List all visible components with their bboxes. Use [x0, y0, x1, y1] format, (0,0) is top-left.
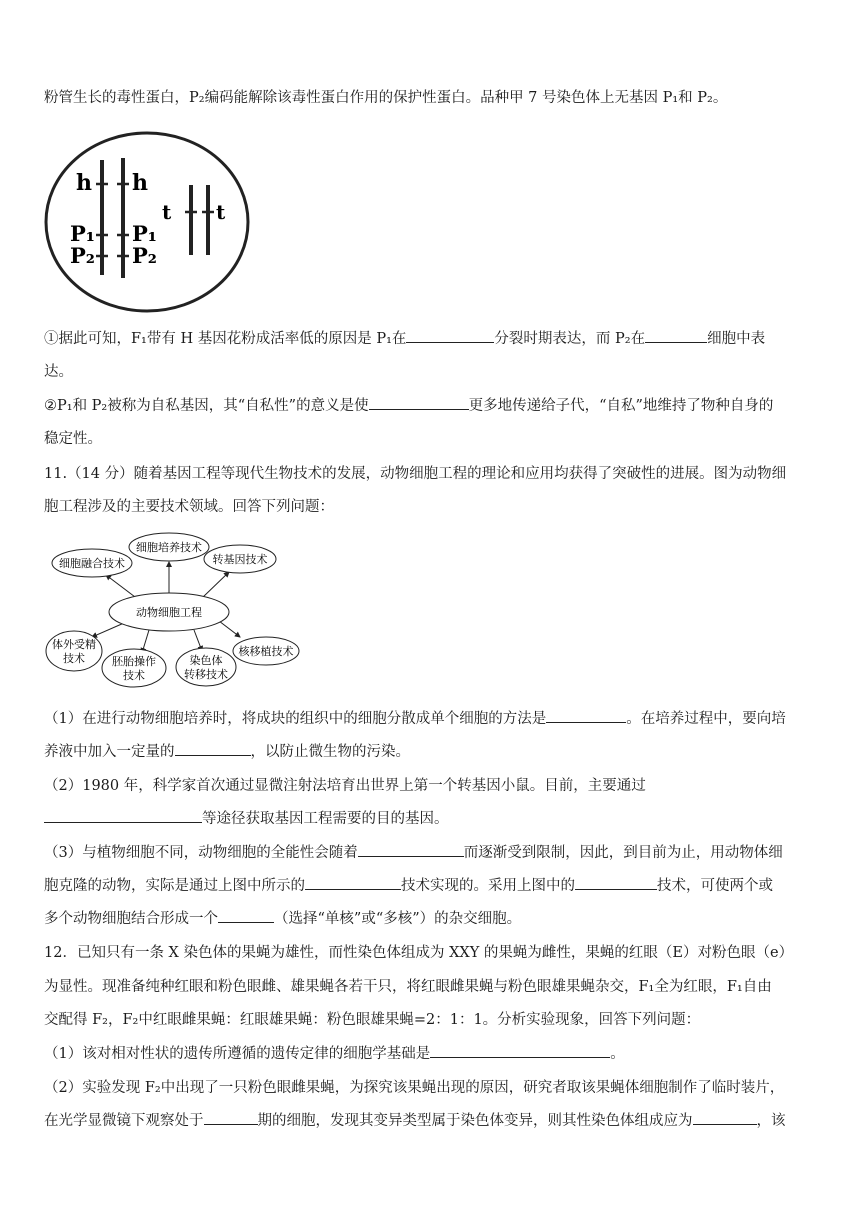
question-11-1: （1）在进行动物细胞培养时，将成块的组织中的细胞分散成单个细胞的方法是 。在培养过程中，要向培 [44, 708, 786, 730]
question-11-3-cont: 胞克隆的动物，实际是通过上图中所示的 技术实现的。采用上图中的 技术，可使两个或 [44, 875, 773, 897]
question-11-stem-cont: 胞工程涉及的主要技术领域。回答下列问题： [44, 499, 334, 515]
concept-map-figure [44, 525, 304, 694]
question-12-stem-cont: 为显性。现准备纯种红眼和粉色眼雌、雄果蝇各若干只，将红眼雌果蝇与粉色眼雄果蝇杂交，F₁全为红眼，F₁自由 [44, 979, 772, 995]
question-12-1: （1）该对相对性状的遗传所遵循的遗传定律的细胞学基础是 。 [44, 1043, 625, 1065]
question-12-2: （2）实验发现 F₂中出现了一只粉色眼雌果蝇，为探究该果蝇出现的原因，研究者取该果蝇体细胞制作了临时装片， [44, 1080, 785, 1096]
svg-text:转移技术: 转移技术 [184, 668, 228, 681]
gene-label-t-right: t [216, 200, 226, 224]
node-center-label: 动物细胞工程 [136, 606, 202, 619]
question-11-3-cont2: 多个动物细胞结合形成一个 （选择“单核”或“多核”）的杂交细胞。 [44, 908, 521, 930]
svg-text:技术: 技术 [63, 652, 85, 665]
gene-label-h-right: h [132, 170, 148, 196]
answer-blank[interactable] [369, 395, 469, 410]
answer-blank[interactable] [430, 1043, 610, 1058]
question-12-stem-cont2: 交配得 F₂，F₂中红眼雌果蝇：红眼雄果蝇：粉色眼雄果蝇=2：1：1。分析实验现象，回答下列问题： [44, 1012, 701, 1028]
svg-text:核移植技术: 核移植技术 [238, 645, 294, 658]
svg-text:染色体: 染色体 [189, 654, 223, 667]
gene-label-p1-right: P₁ [132, 221, 157, 246]
answer-blank[interactable] [44, 808, 202, 823]
gene-label-p2-right: P₂ [132, 243, 157, 268]
gene-label-p2-left: P₂ [70, 243, 95, 268]
question-11-1-cont: 养液中加入一定量的 ，以防止微生物的污染。 [44, 741, 410, 763]
question-10-2: ②P₁和 P₂被称为自私基因，其“自私性”的意义是使 更多地传递给子代，“自私”地维持了物种自身的 [44, 395, 773, 417]
svg-text:胚胎操作: 胚胎操作 [112, 655, 156, 668]
gene-label-t-left: t [162, 200, 172, 224]
chromosome-figure [44, 130, 254, 319]
question-11-2: （2）1980 年，科学家首次通过显微注射法培育出世界上第一个转基因小鼠。目前，主要通过 [44, 778, 646, 794]
node-ivf [46, 631, 102, 671]
answer-blank[interactable] [218, 908, 274, 923]
svg-text:转基因技术: 转基因技术 [212, 553, 268, 566]
answer-blank[interactable] [645, 328, 707, 343]
gene-label-p1-left: P₁ [70, 221, 95, 246]
answer-blank[interactable] [406, 328, 494, 343]
answer-blank[interactable] [175, 741, 251, 756]
answer-blank[interactable] [693, 1110, 757, 1125]
answer-blank[interactable] [358, 842, 464, 857]
svg-text:细胞培养技术: 细胞培养技术 [136, 541, 202, 554]
question-11-stem: 11.（14 分）随着基因工程等现代生物技术的发展，动物细胞工程的理论和应用均获得了突破性的进展。图为动物细 [44, 466, 787, 482]
answer-blank[interactable] [204, 1110, 258, 1125]
question-12-2-cont: 在光学显微镜下观察处于 期的细胞，发现其变异类型属于染色体变异，则其性染色体组成应为 ，该 [44, 1110, 786, 1132]
question-10-1: ①据此可知，F₁带有 H 基因花粉成活率低的原因是 P₁在 分裂时期表达，而 P₂在 细胞中表 [44, 328, 765, 350]
answer-blank[interactable] [575, 875, 657, 890]
question-12-stem: 12．已知只有一条 X 染色体的果蝇为雄性，而性染色体组成为 XXY 的果蝇为雌性，果蝇的红眼（E）对粉色眼（e） [44, 945, 794, 961]
svg-text:体外受精: 体外受精 [52, 638, 96, 651]
question-10-1-cont: 达。 [44, 364, 73, 380]
answer-blank[interactable] [305, 875, 401, 890]
question-11-3: （3）与植物细胞不同，动物细胞的全能性会随着 而逐渐受到限制，因此，到目前为止，用动物体细 [44, 842, 783, 864]
svg-text:技术: 技术 [123, 669, 145, 682]
text-line-p1: 粉管生长的毒性蛋白，P₂编码能解除该毒性蛋白作用的保护性蛋白。品种甲 7 号染色体上无基因 P₁和 P₂。 [44, 90, 728, 106]
question-10-2-cont: 稳定性。 [44, 431, 102, 447]
svg-text:细胞融合技术: 细胞融合技术 [59, 557, 125, 570]
question-11-2-cont: 等途径获取基因工程需要的目的基因。 [44, 808, 449, 830]
gene-label-h-left: h [76, 170, 92, 196]
answer-blank[interactable] [546, 708, 626, 723]
